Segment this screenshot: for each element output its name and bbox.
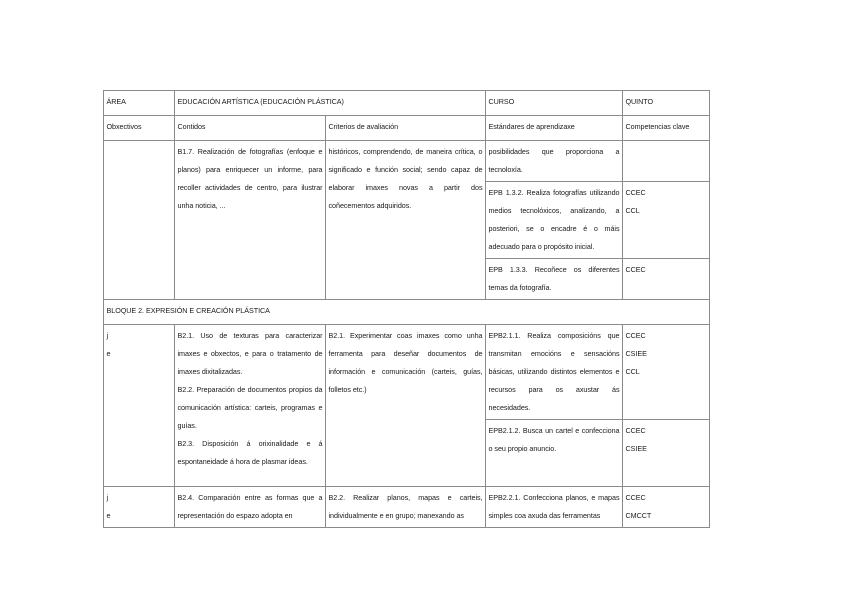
competencia-code: CCEC bbox=[625, 331, 646, 340]
contido-item: B2.3. Disposición á orixinalidade e á espontaneidade á hora de plasmar ideas. bbox=[177, 439, 323, 466]
competencias-cell bbox=[623, 259, 710, 300]
obxectivo-code: j bbox=[106, 493, 109, 502]
header-row bbox=[104, 91, 710, 116]
col-header-criterios: Criterios de avaliación bbox=[326, 116, 486, 141]
obxectivos-cell bbox=[104, 325, 175, 487]
curso-label: CURSO bbox=[486, 91, 623, 116]
curso-value: QUINTO bbox=[623, 91, 710, 116]
contidos-cell: B2.4. Comparación entre as formas que a representación do espazo adopta en bbox=[175, 487, 326, 528]
column-header-row bbox=[104, 116, 710, 141]
standard-cell: EPB2.2.1. Confecciona planos, e mapas simples coa axuda das ferramentas bbox=[486, 487, 623, 528]
area-value: EDUCACIÓN ARTÍSTICA (EDUCACIÓN PLÁSTICA) bbox=[175, 91, 486, 116]
obxectivo-code: j bbox=[106, 331, 109, 340]
col-header-contidos: Contidos bbox=[175, 116, 326, 141]
block-title-row bbox=[104, 300, 710, 325]
obxectivo-code: e bbox=[106, 511, 111, 520]
competencia-code: CCL bbox=[625, 367, 640, 376]
criterios-cell: B2.1. Experimentar coas imaxes como unha ferramenta para deseñar documentos de información e comunicación (carteis, guías, folletos etc.) bbox=[326, 325, 486, 487]
competencias-cell bbox=[623, 141, 710, 182]
standard-cell: EPB 1.3.2. Realiza fotografías utilizando medios tecnolóxicos, analizando, a posteriori, se o encadre é o máis adecuado para o propósito inicial. bbox=[486, 182, 623, 259]
criterios-cell: B2.2. Realizar planos, mapas e carteis, individualmente e en grupo; manexando as bbox=[326, 487, 486, 528]
competencia-code: CCEC bbox=[625, 426, 646, 435]
competencia-code: CCEC bbox=[625, 265, 646, 274]
standard-cell: posibilidades que proporciona a tecnoloxía. bbox=[486, 141, 623, 182]
competencia-code: CMCCT bbox=[625, 511, 652, 520]
block-title: BLOQUE 2. EXPRESIÓN E CREACIÓN PLÁSTICA bbox=[104, 300, 710, 325]
competencias-cell bbox=[623, 487, 710, 528]
col-header-estandares: Estándares de aprendizaxe bbox=[486, 116, 623, 141]
competencia-code: CSIEE bbox=[625, 349, 647, 358]
table-row bbox=[104, 325, 710, 420]
standard-cell: EPB2.1.1. Realiza composicións que transmitan emocións e sensacións básicas, utilizando distintos elementos e recursos para os axustar ás necesidades. bbox=[486, 325, 623, 420]
contido-item: B2.2. Preparación de documentos propios da comunicación artística: carteis, programas e guías. bbox=[177, 385, 323, 430]
col-header-competencias: Competencias clave bbox=[623, 116, 710, 141]
competencia-code: CCL bbox=[625, 206, 640, 215]
area-label: ÁREA bbox=[104, 91, 175, 116]
criterios-cell: históricos, comprendendo, de maneira crítica, o significado e función social; sendo capaz de elaborar imaxes novas a partir dos coñecementos adquiridos. bbox=[326, 141, 486, 300]
table-row bbox=[104, 141, 710, 182]
standard-cell: EPB 1.3.3. Recoñece os diferentes temas da fotografía. bbox=[486, 259, 623, 300]
competencias-cell bbox=[623, 182, 710, 259]
standard-cell: EPB2.1.2. Busca un cartel e confecciona o seu propio anuncio. bbox=[486, 420, 623, 487]
contidos-cell bbox=[175, 325, 326, 487]
competencias-cell bbox=[623, 325, 710, 420]
curriculum-table bbox=[103, 90, 710, 528]
competencia-code: CCEC bbox=[625, 493, 646, 502]
competencia-code: CSIEE bbox=[625, 444, 647, 453]
obxectivos-cell bbox=[104, 141, 175, 300]
obxectivo-code: e bbox=[106, 349, 111, 358]
competencias-cell bbox=[623, 420, 710, 487]
competencia-code: CCEC bbox=[625, 188, 646, 197]
contido-item: B2.1. Uso de texturas para caracterizar imaxes e obxectos, e para o tratamento de imaxes dixitalizadas. bbox=[177, 331, 323, 376]
col-header-obxectivos: Obxectivos bbox=[104, 116, 175, 141]
contidos-cell: B1.7. Realización de fotografías (enfoque e planos) para enriquecer un informe, para recoller actividades de centro, para ilustrar unha noticia, ... bbox=[175, 141, 326, 300]
table-row bbox=[104, 487, 710, 528]
obxectivos-cell bbox=[104, 487, 175, 528]
